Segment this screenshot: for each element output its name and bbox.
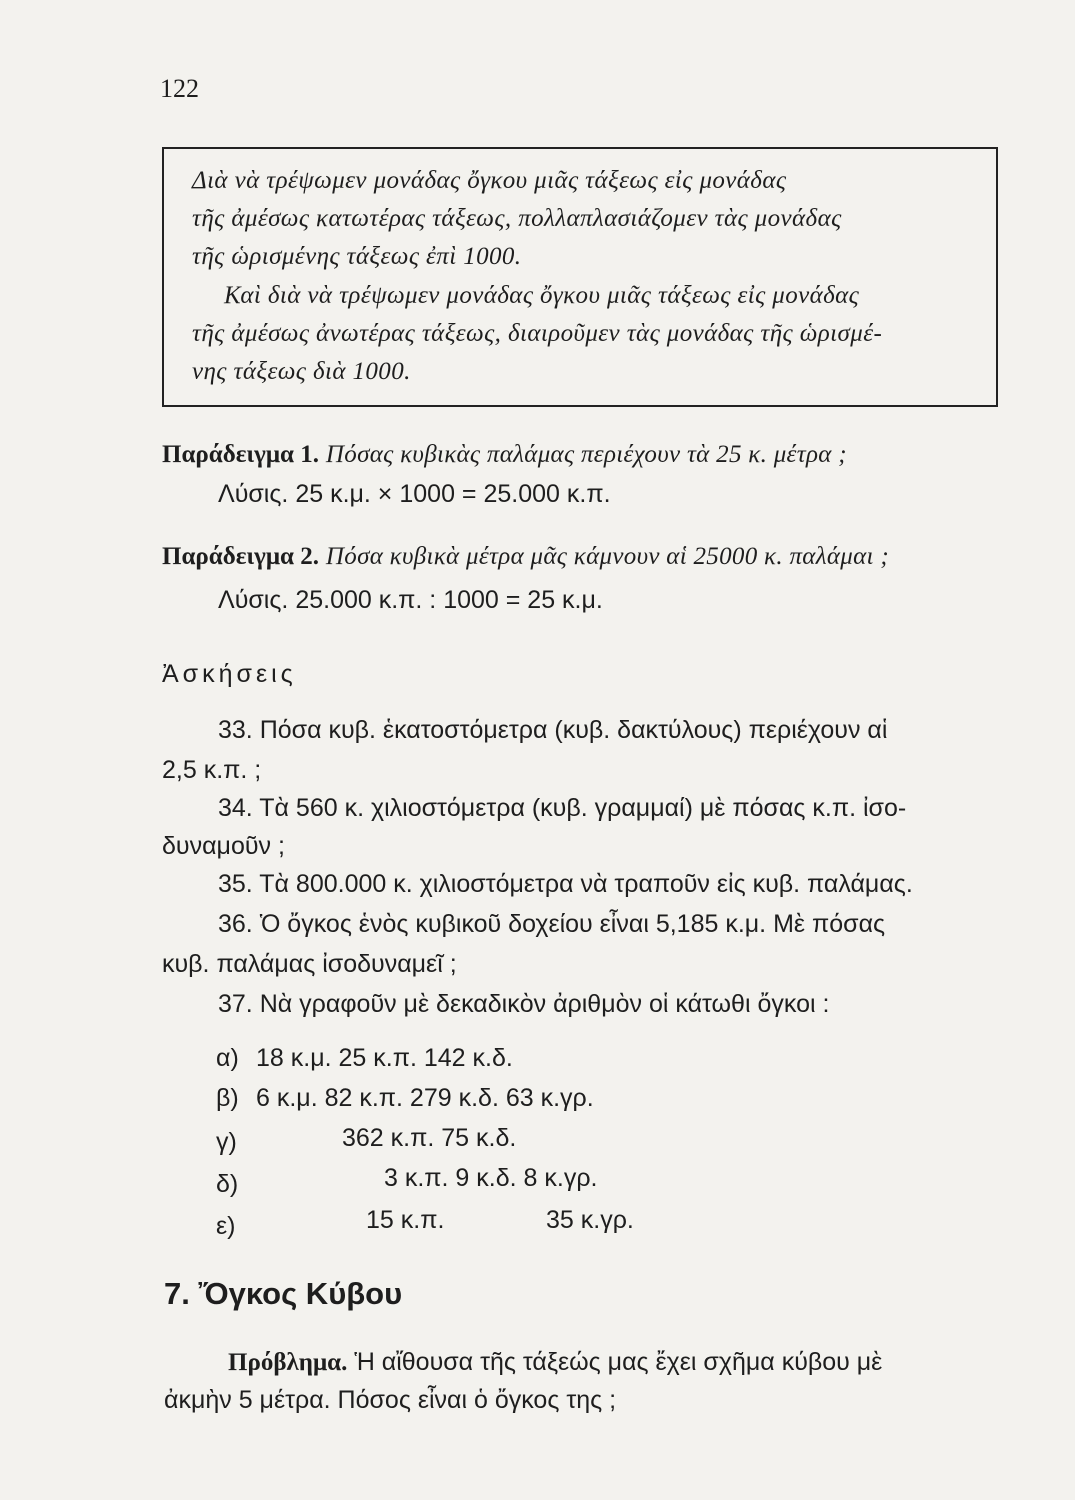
problem-text: Ἡ αἴθουσα τῆς τάξεώς μας ἔχει σχῆμα κύβου μὲ [354,1348,883,1376]
rule-line: Καὶ διὰ νὰ τρέψωμεν μονάδας ὄγκου μιᾶς τάξεως εἰς μονάδας [224,282,860,309]
item-label: γ) [216,1128,237,1156]
exercise-33: 33. Πόσα κυβ. ἑκατοστόμετρα (κυβ. δακτύλους) περιέχουν αἱ [218,716,888,744]
item-value: 15 κ.π. [366,1206,445,1234]
example-question: Πόσας κυβικὰς παλάμας περιέχουν τὰ 25 κ. μέτρα ; [325,441,847,468]
exercises-heading: Ἀσκήσεις [162,660,297,688]
example-1-solution [218,480,611,509]
rule-line: τῆς ἀμέσως κατωτέρας τάξεως, πολλαπλασιάζομεν τὰς μονάδας [192,205,842,232]
rule-line: νης τάξεως διὰ 1000. [192,358,411,385]
item-value: 35 κ.γρ. [546,1206,634,1234]
item-label: ε) [216,1212,236,1240]
item-value: 18 κ.μ. 25 κ.π. 142 κ.δ. [256,1044,513,1072]
problem-label: Πρόβλημα. [228,1349,348,1376]
rule-line: Διὰ νὰ τρέψωμεν μονάδας ὄγκου μιᾶς τάξεως εἰς μονάδας [192,167,787,194]
solution-label: Λύσις. [218,586,289,614]
page-number: 122 [160,74,199,103]
example-2 [162,542,889,571]
item-label: δ) [216,1170,239,1198]
example-title: Παράδειγμα 2. [162,543,319,570]
example-title: Παράδειγμα 1. [162,441,319,468]
exercise-35: 35. Τὰ 800.000 κ. χιλιοστόμετρα νὰ τραποῦν εἰς κυβ. παλάμας. [218,870,913,898]
example-2-solution [218,586,603,615]
exercise-34: 34. Τὰ 560 κ. χιλιοστόμετρα (κυβ. γραμμαί) μὲ πόσας κ.π. ἰσο- [218,794,907,822]
rule-line: τῆς ἀμέσως ἀνωτέρας τάξεως, διαιροῦμεν τὰς μονάδας τῆς ὡρισμέ- [192,320,883,347]
rule-box [162,147,998,407]
item-value: 6 κ.μ. 82 κ.π. 279 κ.δ. 63 κ.γρ. [256,1084,594,1112]
example-question: Πόσα κυβικὰ μέτρα μᾶς κάμνουν αἱ 25000 κ. παλάμαι ; [325,543,889,570]
problem-cont: ἀκμὴν 5 μέτρα. Πόσος εἶναι ὁ ὄγκος της ; [164,1386,617,1414]
solution-text: 25.000 κ.π. : 1000 = 25 κ.μ. [295,586,603,614]
exercise-34-cont: δυναμοῦν ; [162,832,285,860]
exercise-36: 36. Ὁ ὄγκος ἑνὸς κυβικοῦ δοχείου εἶναι 5,185 κ.μ. Μὲ πόσας [218,910,886,938]
solution-label: Λύσις. [218,480,289,508]
section-title: 7. Ὄγκος Κύβου [164,1276,403,1311]
item-value: 362 κ.π. 75 κ.δ. [342,1124,517,1152]
solution-text: 25 κ.μ. × 1000 = 25.000 κ.π. [295,480,611,508]
item-value: 3 κ.π. 9 κ.δ. 8 κ.γρ. [384,1164,598,1192]
exercise-33-cont: 2,5 κ.π. ; [162,756,262,784]
exercise-37: 37. Νὰ γραφοῦν μὲ δεκαδικὸν ἀριθμὸν οἱ κάτωθι ὄγκοι : [218,990,830,1018]
item-label: α) [216,1044,239,1072]
problem [228,1348,882,1377]
example-1 [162,440,847,469]
exercise-36-cont: κυβ. παλάμας ἰσοδυναμεῖ ; [162,950,457,978]
rule-line: τῆς ὡρισμένης τάξεως ἐπὶ 1000. [192,243,522,270]
item-label: β) [216,1084,239,1112]
